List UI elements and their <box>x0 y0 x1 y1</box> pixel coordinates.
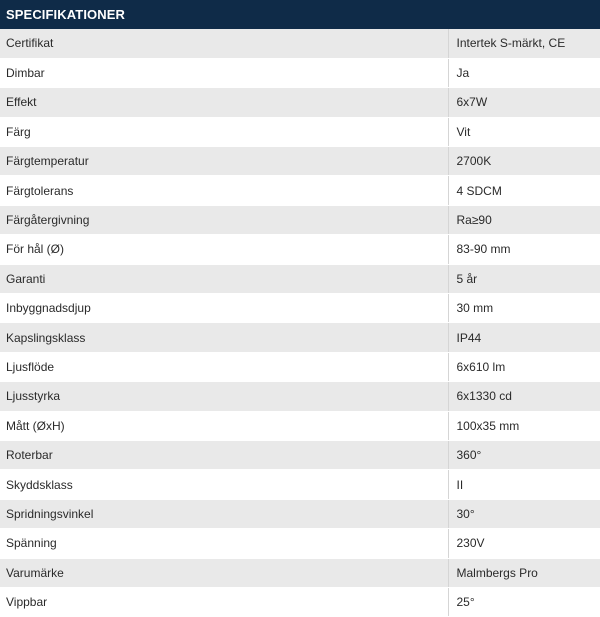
spec-value: 360° <box>448 440 600 469</box>
table-row <box>0 558 600 587</box>
table-row <box>0 264 600 293</box>
spec-header <box>0 0 600 29</box>
spec-value: Vit <box>448 117 600 146</box>
spec-label: För hål (Ø) <box>0 235 448 264</box>
table-row <box>0 205 600 234</box>
table-row <box>0 58 600 87</box>
table-row <box>0 294 600 323</box>
spec-label: Dimbar <box>0 58 448 87</box>
spec-value: 6x610 lm <box>448 352 600 381</box>
spec-label: Spänning <box>0 529 448 558</box>
spec-value: 4 SDCM <box>448 176 600 205</box>
spec-value: 100x35 mm <box>448 411 600 440</box>
table-row <box>0 117 600 146</box>
spec-label: Garanti <box>0 264 448 293</box>
table-row <box>0 176 600 205</box>
spec-label: Inbyggnadsdjup <box>0 294 448 323</box>
table-row <box>0 499 600 528</box>
spec-label: Ljusflöde <box>0 352 448 381</box>
spec-value: 5 år <box>448 264 600 293</box>
spec-value: 2700K <box>448 147 600 176</box>
spec-value: 30 mm <box>448 294 600 323</box>
spec-value: 6x7W <box>448 88 600 117</box>
table-row <box>0 323 600 352</box>
spec-label: Färgtemperatur <box>0 147 448 176</box>
spec-value: Malmbergs Pro <box>448 558 600 587</box>
spec-value: Intertek S-märkt, CE <box>448 29 600 58</box>
spec-value: 6x1330 cd <box>448 382 600 411</box>
spec-label: Färgtolerans <box>0 176 448 205</box>
spec-label: Färg <box>0 117 448 146</box>
table-row <box>0 88 600 117</box>
spec-label: Mått (ØxH) <box>0 411 448 440</box>
spec-value: Ra≥90 <box>448 205 600 234</box>
spec-value: II <box>448 470 600 499</box>
spec-label: Varumärke <box>0 558 448 587</box>
table-row <box>0 470 600 499</box>
table-row <box>0 235 600 264</box>
spec-value: 230V <box>448 529 600 558</box>
spec-value: Ja <box>448 58 600 87</box>
spec-value: 30° <box>448 499 600 528</box>
table-row <box>0 147 600 176</box>
spec-label: Ljusstyrka <box>0 382 448 411</box>
spec-value: 25° <box>448 587 600 616</box>
table-row <box>0 382 600 411</box>
spec-label: Spridningsvinkel <box>0 499 448 528</box>
spec-header-title: SPECIFIKATIONER <box>6 7 125 22</box>
spec-label: Effekt <box>0 88 448 117</box>
table-row <box>0 440 600 469</box>
table-row <box>0 29 600 58</box>
spec-label: Roterbar <box>0 440 448 469</box>
spec-label: Certifikat <box>0 29 448 58</box>
table-row <box>0 411 600 440</box>
spec-value: IP44 <box>448 323 600 352</box>
spec-label: Vippbar <box>0 587 448 616</box>
spec-table <box>0 29 600 617</box>
spec-value: 83-90 mm <box>448 235 600 264</box>
spec-label: Skyddsklass <box>0 470 448 499</box>
table-row <box>0 587 600 616</box>
table-row <box>0 352 600 381</box>
table-row <box>0 529 600 558</box>
spec-label: Kapslingsklass <box>0 323 448 352</box>
spec-label: Färgåtergivning <box>0 205 448 234</box>
